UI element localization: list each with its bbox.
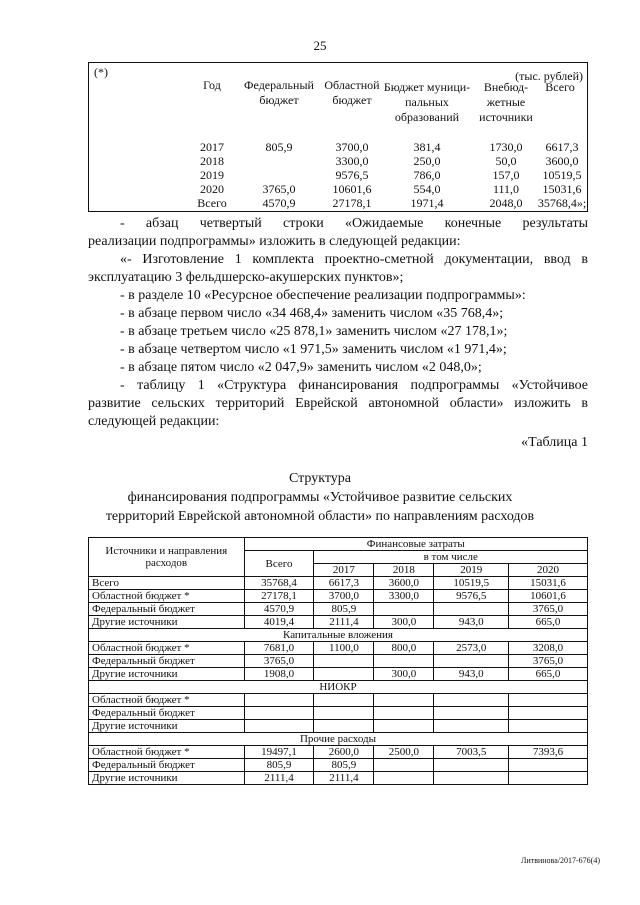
value-cell: 2048,0 [489,196,523,210]
table-row [89,603,588,616]
value-cell: 800,0 [374,642,434,655]
value-cell: 15031,6 [542,182,582,196]
value-cell: 805,9 [314,603,374,616]
table-row [89,694,588,707]
value-cell: 10601,6 [509,590,588,603]
value-cell: 2573,0 [434,642,509,655]
value-cell: 2500,0 [374,746,434,759]
header-federal: Федеральный бюджет [244,78,314,107]
value-cell: 3208,0 [509,642,588,655]
row-label: Другие источники [89,616,245,629]
value-cell: 3700,0 [314,590,374,603]
value-cell [314,668,374,681]
value-cell: 2111,4 [244,772,314,785]
table-row [89,746,588,759]
value-cell: 1730,0 [489,140,523,154]
value-cell: 9576,5 [335,168,369,182]
value-cell: 1100,0 [314,642,374,655]
value-cell: 4019,4 [244,616,314,629]
value-cell [509,772,588,785]
value-cell: 7003,5 [434,746,509,759]
value-cell [374,694,434,707]
header-source: Источники и направления расходов [89,538,245,577]
table-title: Структура [288,471,352,486]
table-title: финансирования подпрограммы «Устойчивое развитие сельских [127,490,513,505]
header-offbudget: Внебюд-жетные источники [479,80,533,124]
value-cell: 6617,3 [545,140,579,154]
value-cell: 4570,9 [262,196,296,210]
paragraph: «- Изготовление 1 комплекта проектно-сметной документации, ввод в [120,252,588,267]
header-total: Всего [244,551,314,577]
value-cell [374,655,434,668]
value-cell: 15031,6 [509,577,588,590]
header-year: 2018 [374,564,434,577]
value-cell [374,772,434,785]
paragraph: - таблицу 1 «Структура финансирования подпрограммы «Устойчивое [120,378,588,393]
row-label: Федеральный бюджет [89,759,245,772]
value-cell: 10519,5 [542,168,582,182]
value-cell [374,720,434,733]
footnote-star: (*) [94,65,108,79]
value-cell: 2111,4 [314,772,374,785]
value-cell: 10519,5 [434,577,509,590]
value-cell: 943,0 [434,668,509,681]
value-cell [314,655,374,668]
value-cell: 35768,4»; [537,196,587,210]
paragraph: следующей редакции: [88,414,220,429]
header-including: в том числе [314,551,588,564]
value-cell: 665,0 [509,668,588,681]
paragraph: реализации подпрограммы» изложить в следующей редакции: [88,234,461,249]
value-cell [314,694,374,707]
year-cell: 2018 [200,154,224,168]
value-cell [434,720,509,733]
value-cell: 381,4 [413,140,441,154]
table-row [89,668,588,681]
row-label: Федеральный бюджет [89,707,245,720]
unit-label: (тыс. рублей) [515,69,583,83]
value-cell: 10601,6 [332,182,372,196]
value-cell: 7393,6 [509,746,588,759]
value-cell [434,772,509,785]
row-label: Другие источники [89,772,245,785]
value-cell: 3765,0 [509,603,588,616]
signature: Литвинова/2017-676(4) [521,856,600,865]
header-regional: Областной бюджет [324,78,380,107]
value-cell: 50,0 [495,154,517,168]
value-cell: 6617,3 [314,577,374,590]
value-cell [509,720,588,733]
row-label: Всего [89,577,245,590]
funding-structure-table [88,537,588,785]
year-cell: 2019 [200,168,224,182]
row-label: Областной бюджет * [89,642,245,655]
paragraph: эксплуатацию 3 фельдшерско-акушерских пунктов»; [88,270,404,285]
value-cell: 35768,4 [244,577,314,590]
value-cell: 3300,0 [335,154,369,168]
value-cell: 2111,4 [314,616,374,629]
value-cell [434,707,509,720]
value-cell [244,720,314,733]
value-cell: 665,0 [509,616,588,629]
value-cell [509,707,588,720]
paragraph: - абзац четвертый строки «Ожидаемые конечные результаты [120,216,588,231]
value-cell: 3700,0 [335,140,369,154]
value-cell [434,603,509,616]
value-cell [374,759,434,772]
table-row [89,642,588,655]
value-cell: 805,9 [244,759,314,772]
paragraph: - в абзаце первом число «34 468,4» заменить числом «35 768,4»; [120,306,504,321]
row-label: Федеральный бюджет [89,655,245,668]
value-cell [509,759,588,772]
paragraph: - в абзаце четвертом число «1 971,5» заменить числом «1 971,4»; [120,342,507,357]
table-row [89,720,588,733]
header-municipal: Бюджет муници-пальных образований [383,80,471,124]
value-cell: 554,0 [413,182,441,196]
table-row [89,590,588,603]
value-cell: 300,0 [374,616,434,629]
value-cell: 4570,9 [244,603,314,616]
row-label: Областной бюджет * [89,694,245,707]
value-cell: 1971,4 [410,196,444,210]
table-row [89,577,588,590]
value-cell: 27178,1 [244,590,314,603]
value-cell: 27178,1 [332,196,372,210]
table-row [89,759,588,772]
paragraph: - в абзаце третьем число «25 878,1» заменить числом «27 178,1»; [120,324,508,339]
value-cell: 3765,0 [262,182,296,196]
value-cell: 300,0 [374,668,434,681]
value-cell: 3600,0 [545,154,579,168]
row-label: Другие источники [89,668,245,681]
value-cell: 111,0 [492,182,520,196]
section-header: НИОКР [89,681,588,694]
value-cell: 3600,0 [374,577,434,590]
table-title: территорий Еврейской автономной области» по направлениям расходов [105,509,535,524]
value-cell: 805,9 [314,759,374,772]
year-cell: 2017 [200,140,224,154]
value-cell [434,759,509,772]
value-cell: 943,0 [434,616,509,629]
section-header: Прочие расходы [89,733,588,746]
value-cell: 786,0 [413,168,441,182]
paragraph: - в разделе 10 «Ресурсное обеспечение реализации подпрограммы»: [120,288,526,303]
value-cell [434,694,509,707]
value-cell [374,707,434,720]
value-cell: 9576,5 [434,590,509,603]
value-cell [244,707,314,720]
value-cell: 3765,0 [244,655,314,668]
year-cell: Всего [197,196,227,210]
value-cell: 2600,0 [314,746,374,759]
row-label: Федеральный бюджет [89,603,245,616]
value-cell [314,707,374,720]
value-cell [244,694,314,707]
value-cell: 157,0 [492,168,520,182]
header-year: 2020 [509,564,588,577]
page-number: 25 [313,38,327,53]
value-cell [314,720,374,733]
row-label: Другие источники [89,720,245,733]
paragraph: развитие сельских территорий Еврейской автономной области» изложить в [88,396,588,411]
header-total: Всего [545,80,575,94]
value-cell [374,603,434,616]
table-row [89,772,588,785]
header-financial-costs: Финансовые затраты [244,538,587,551]
table-row [89,707,588,720]
value-cell: 19497,1 [244,746,314,759]
table-row [89,655,588,668]
section-header: Капитальные вложения [89,629,588,642]
row-label: Областной бюджет * [89,746,245,759]
value-cell [434,655,509,668]
value-cell: 250,0 [413,154,441,168]
header-year: Год [203,78,221,92]
header-year: 2017 [314,564,374,577]
funding-by-year-table [88,62,588,212]
value-cell: 3765,0 [509,655,588,668]
value-cell: 1908,0 [244,668,314,681]
year-cell: 2020 [200,182,224,196]
header-year: 2019 [434,564,509,577]
value-cell: 7681,0 [244,642,314,655]
value-cell: 3300,0 [374,590,434,603]
paragraph: - в абзаце пятом число «2 047,9» заменить числом «2 048,0»; [120,360,482,375]
table-reference: «Таблица 1 [521,435,588,450]
value-cell: 805,9 [265,140,293,154]
row-label: Областной бюджет * [89,590,245,603]
value-cell [509,694,588,707]
table-row [89,616,588,629]
